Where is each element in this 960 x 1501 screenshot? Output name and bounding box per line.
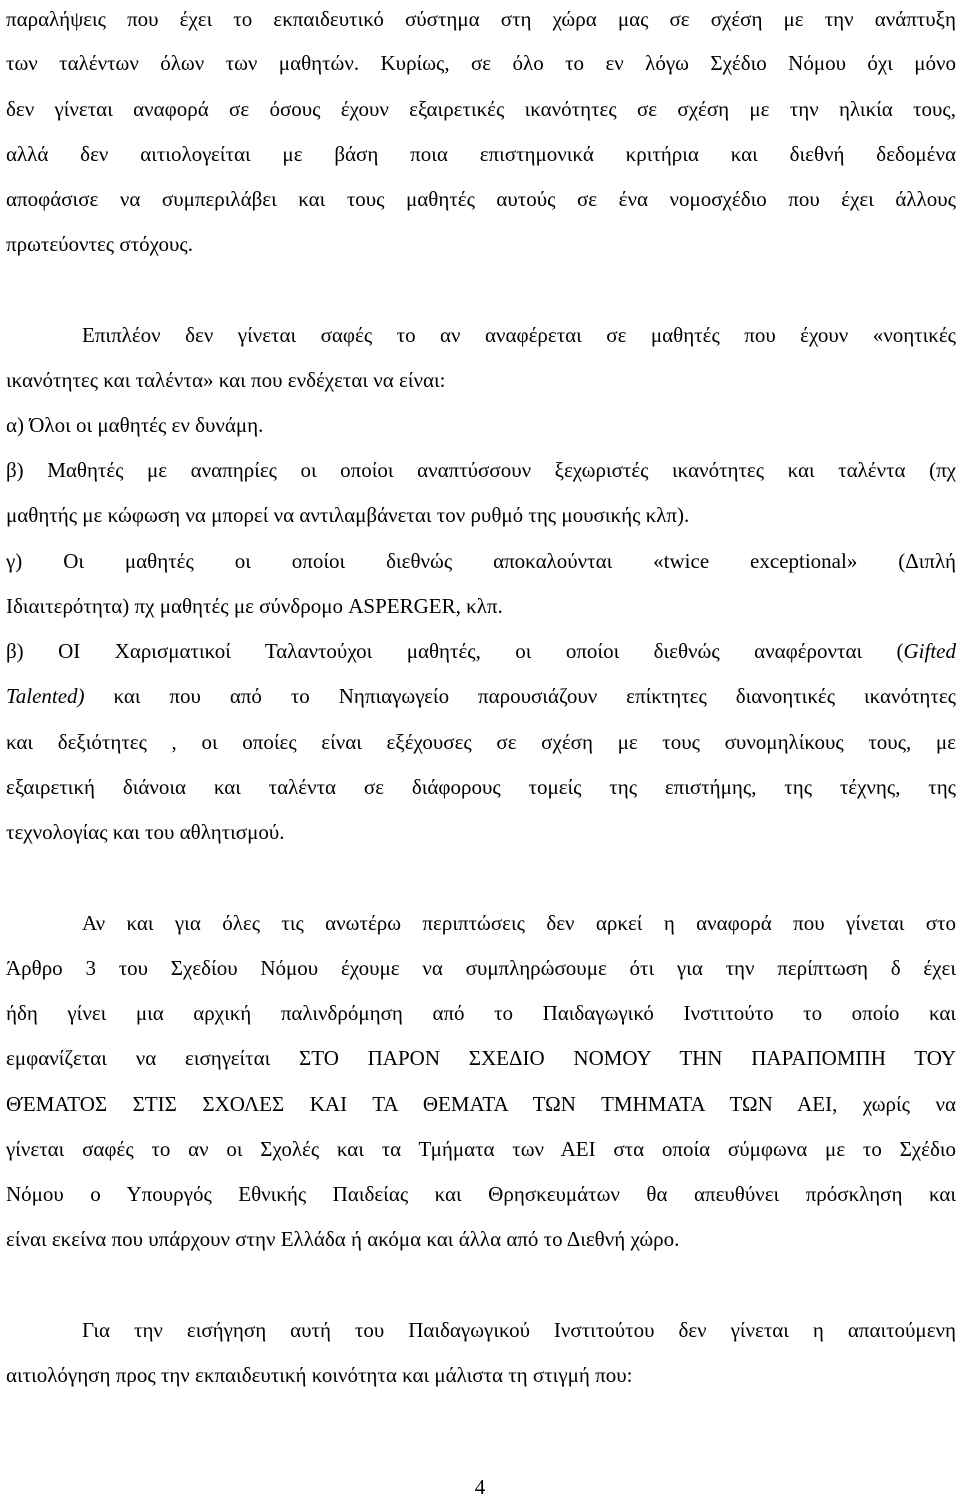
text-span: β) ΟΙ Χαρισματικοί Ταλαντούχοι μαθητές, οι οποίοι διεθνώς αναφέρονται ( [6,639,904,663]
text-line: είναι εκείνα που υπάρχουν στην Ελλάδα ή ακόμα και άλλα από το Διεθνή χώρο. [6,1227,680,1251]
text-line: ήδη γίνει μια αρχική παλινδρόμηση από το Παιδαγωγικό Ινστιτούτο το οποίο και [6,1001,956,1025]
text-line: γίνεται σαφές το αν οι Σχολές και τα Τμήματα των ΑΕΙ στα οποία σύμφωνα με το Σχέδιο [6,1137,956,1161]
text-line: ικανότητες και ταλέντα» και που ενδέχεται να είναι: [6,368,446,392]
text-line: παραλήψεις που έχει το εκπαιδευτικό σύστημα στη χώρα μας σε σχέση με την ανάπτυξη [6,7,956,31]
text-line: Επιπλέον δεν γίνεται σαφές το αν αναφέρεται σε μαθητές που έχουν «νοητικές [82,323,956,347]
text-line: Νόμου ο Υπουργός Εθνικής Παιδείας και Θρησκευμάτων θα απευθύνει πρόσκληση και [6,1182,956,1206]
italic-term: Gifted [903,639,956,663]
text-line: Για την εισήγηση αυτή του Παιδαγωγικού Ινστιτούτου δεν γίνεται η απαιτούμενη [82,1318,956,1342]
list-item-b2 [6,638,956,664]
text-line [6,683,956,709]
text-line: εξαιρετική διάνοια και ταλέντα σε διάφορους τομείς της επιστήμης, της τέχνης, της [6,775,956,799]
text-line: αποφάσισε να συμπεριλάβει και τους μαθητές αυτούς σε ένα νομοσχέδιο που έχει άλλους [6,187,956,211]
text-line: και δεξιότητες , οι οποίες είναι εξέχουσες σε σχέση με τους συνομηλίκους τους, με [6,730,956,754]
page-number: 4 [474,1475,486,1499]
text-line: πρωτεύοντες στόχους. [6,232,193,256]
text-line: Ιδιαιτερότητα) πχ μαθητές με σύνδρομο ASPERGER, κλπ. [6,594,503,618]
text-line: των ταλέντων όλων των μαθητών. Κυρίως, σε όλο το εν λόγω Σχέδιο Νόμου όχι μόνο [6,51,956,75]
text-line: αλλά δεν αιτιολογείται με βάση ποια επιστημονικά κριτήρια και διεθνή δεδομένα [6,142,956,166]
text-line: αιτιολόγηση προς την εκπαιδευτική κοινότητα και μάλιστα τη στιγμή που: [6,1363,633,1387]
list-item-b: β) Μαθητές με αναπηρίες οι οποίοι αναπτύσσουν ξεχωριστές ικανότητες και ταλέντα (πχ [6,458,956,482]
text-line: δεν γίνεται αναφορά σε όσους έχουν εξαιρετικές ικανότητες σε σχέση με την ηλικία τους, [6,97,956,121]
list-item-c: γ) Οι μαθητές οι οποίοι διεθνώς αποκαλούνται «twice exceptional» (Διπλή [6,549,956,573]
text-line: τεχνολογίας και του αθλητισμού. [6,820,285,844]
text-line: μαθητής με κώφωση να μπορεί να αντιλαμβάνεται τον ρυθμό της μουσικής κλπ). [6,503,690,527]
text-line: Άρθρο 3 του Σχεδίου Νόμου έχουμε να συμπληρώσουμε ότι για την περίπτωση δ έχει [6,956,956,980]
italic-term: Talented) [6,684,85,708]
text-line: ΘΈΜΑΤΟΣ ΣΤΙΣ ΣΧΟΛΕΣ ΚΑΙ ΤΑ ΘΕΜΑΤΑ ΤΩΝ ΤΜΗΜΑΤΑ ΤΩΝ ΑΕΙ, χωρίς να [6,1092,956,1116]
text-line: εμφανίζεται να εισηγείται ΣΤΟ ΠΑΡΟΝ ΣΧΕΔΙΟ ΝΟΜΟΥ ΤΗΝ ΠΑΡΑΠΟΜΠΗ ΤΟΥ [6,1046,956,1070]
text-line: Αν και για όλες τις ανωτέρω περιπτώσεις δεν αρκεί η αναφορά που γίνεται στο [82,911,956,935]
text-span: και που από το Νηπιαγωγείο παρουσιάζουν επίκτητες διανοητικές ικανότητες [84,684,956,708]
list-item-a: α) Όλοι οι μαθητές εν δυνάμη. [6,413,264,437]
